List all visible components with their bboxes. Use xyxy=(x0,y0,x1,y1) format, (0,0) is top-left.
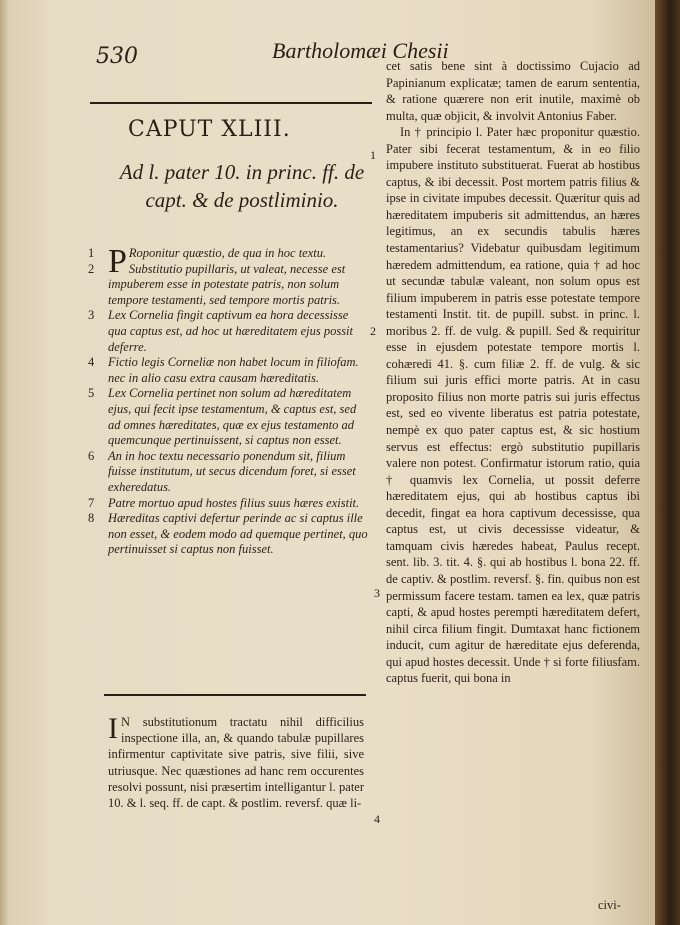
chapter-lemma: Ad l. pater 10. in princ. ff. de capt. & de postliminio. xyxy=(119,160,365,212)
summary-item-number: 6 xyxy=(88,448,95,463)
summary-item-text: Lex Cornelia pertinet non solum ad hæreditatem ejus, qui fecit ipse testamentum, & captus est, sed ad omnes hæreditates, quæ ex ejus testamento ad quemcunque pertinuissent, si captus non esset. xyxy=(108,386,357,448)
chapter-summary xyxy=(88,243,368,558)
summary-item-text: Roponitur quæstio, de qua in hoc textu. xyxy=(128,246,327,260)
summary-item xyxy=(88,355,368,386)
paragraph-text: N substitutionum tractatu nihil difficilius inspectione illa, an, & quando tabulæ pupillares infirmentur captivitate sive patris, sive filii, sive utriusque. Nec quæstiones ad hanc rem occurentes resolvi possunt, nisi præsertim intelligantur l. pater 10. & l. seq. ff. de capt. & postlim. reversf. quæ li- xyxy=(108,715,364,811)
page-edge-shadow xyxy=(0,0,8,925)
summary-item-number: 1 xyxy=(88,246,95,260)
summary-item-text: Patre mortuo apud hostes filius suus hæres existit. xyxy=(108,495,360,510)
summary-item xyxy=(88,262,368,309)
left-body-text xyxy=(108,714,364,811)
right-column-text xyxy=(386,58,640,687)
catchword: civi- xyxy=(598,898,621,912)
summary-item-text: An in hoc textu necessario ponendum sit, filium fuisse institutum, ut secus dicendum foret, si esset exheredatus. xyxy=(108,448,356,494)
summary-item-number: 4 xyxy=(88,355,95,370)
page-number: 530 xyxy=(96,44,138,69)
drop-cap: I xyxy=(108,712,118,745)
body-paragraph: In † principio l. Pater hæc proponitur quæstio. Pater sibi fecerat testamentum, & in eo filio impubere instituto substituerat. Fuerat ab hostibus captus, & ibi decessit. Post mortem patris filius & ipse in civitate impubes decessit. Quæritur quis ad hæreditatem impuberis sit admittendus, an hæres legitimus, an ex secundis tabulis hæres testamentarius? Videbatur quibusdam legitimum hæredem admittendum, ea ratione, quia † ad hoc ut secundæ tabulæ valeant, non solum opus est filium impuberem in patris esse potestate tempore testamenti Instit. tit. de pupill. subst. in princ. l. moribus 2. ff. de vulg. & pupill. Sed & requiritur esse in ejusdem potestate tempore mortis l. cohæredi 41. §. cum filiæ 2. ff. de vulg. & sic filium sui juris effici morte patris. At in casu proposito filius non morte patris sui juris effectus est, sed eo vivente liberatus est patria potestate, nempè ex quo pater captus est, & sic hostium servus est effectus: ergò substitutio pupillaris valere non potest. Confirmatur istorum ratio, quia † quamvis lex Cornelia, ut possit deferre hæreditatem ejus, qui ab hostibus captus ibi decedit, fingat ea hora captivum decessisse, qua captus est, ut civis decessisse videatur, & tamquam civis hæredes habeat, Paulus recept. sent. lib. 3. tit. 4. §. qui ab hostibus l. bona 22. ff. de captiv. & postlim. reversf. §. fin. quibus non est permissum facere testam. tamen ea lex, quæ patris capti, & apud hostes perempti hæreditatem defert, nihil circa filium fingit. Dumtaxat hanc fictionem inducit, cum agitur de hæreditate ejus deferenda, qui apud hostes decessit. Unde † si forte filiusfam. captus fuerit, qui bona in xyxy=(386,125,640,686)
summary-item-number: 8 xyxy=(88,511,95,526)
summary-item-text: Fictio legis Corneliæ non habet locum in filiofam. nec in alio casu extra causam hæreditatis. xyxy=(108,355,359,385)
chapter-title: CAPUT XLIII. xyxy=(128,117,291,142)
summary-item-text: Lex Cornelia fingit captivum ea hora decessisse qua captus est, ad hoc ut hæreditatem ejus possit deferre. xyxy=(108,308,354,354)
running-head: Bartholomæi Chesii xyxy=(272,38,449,63)
summary-item xyxy=(88,386,368,448)
summary-item-number: 5 xyxy=(88,386,95,401)
drop-cap: P xyxy=(108,243,127,280)
summary-item-number: 7 xyxy=(88,495,95,510)
summary-item xyxy=(88,449,368,496)
summary-item xyxy=(88,511,368,558)
summary-item-text: Substitutio pupillaris, ut valeat, necesse est impuberem esse in potestate patris, non solum tempore testamenti, sed tempore mortis patris. xyxy=(108,261,346,307)
book-spine xyxy=(655,0,680,925)
body-paragraph xyxy=(108,714,364,811)
summary-item-number: 2 xyxy=(88,261,95,276)
margin-number: 2 xyxy=(370,324,376,338)
summary-item xyxy=(88,496,368,512)
body-paragraph: cet satis bene sint à doctissimo Cujacio ad Papinianum explicatæ; tamen de earum sententia, & ratione quærere non erit inutile, maximè ob multa, quæ objicit, & involvit Antonius Faber. xyxy=(386,59,640,123)
summary-item-text: Hæreditas captivi defertur perinde ac si captus ille non esset, & eodem modo ad quemque pertinet, quo pertinuisset si captus non fuisset. xyxy=(108,511,368,557)
summary-item xyxy=(88,308,368,355)
summary-item xyxy=(88,243,368,280)
chapter-top-rule xyxy=(90,102,372,104)
margin-number: 4 xyxy=(374,812,380,826)
summary-bottom-rule xyxy=(104,694,366,696)
margin-number: 3 xyxy=(374,586,380,600)
summary-item-number: 3 xyxy=(88,308,95,323)
margin-number: 1 xyxy=(370,148,376,162)
